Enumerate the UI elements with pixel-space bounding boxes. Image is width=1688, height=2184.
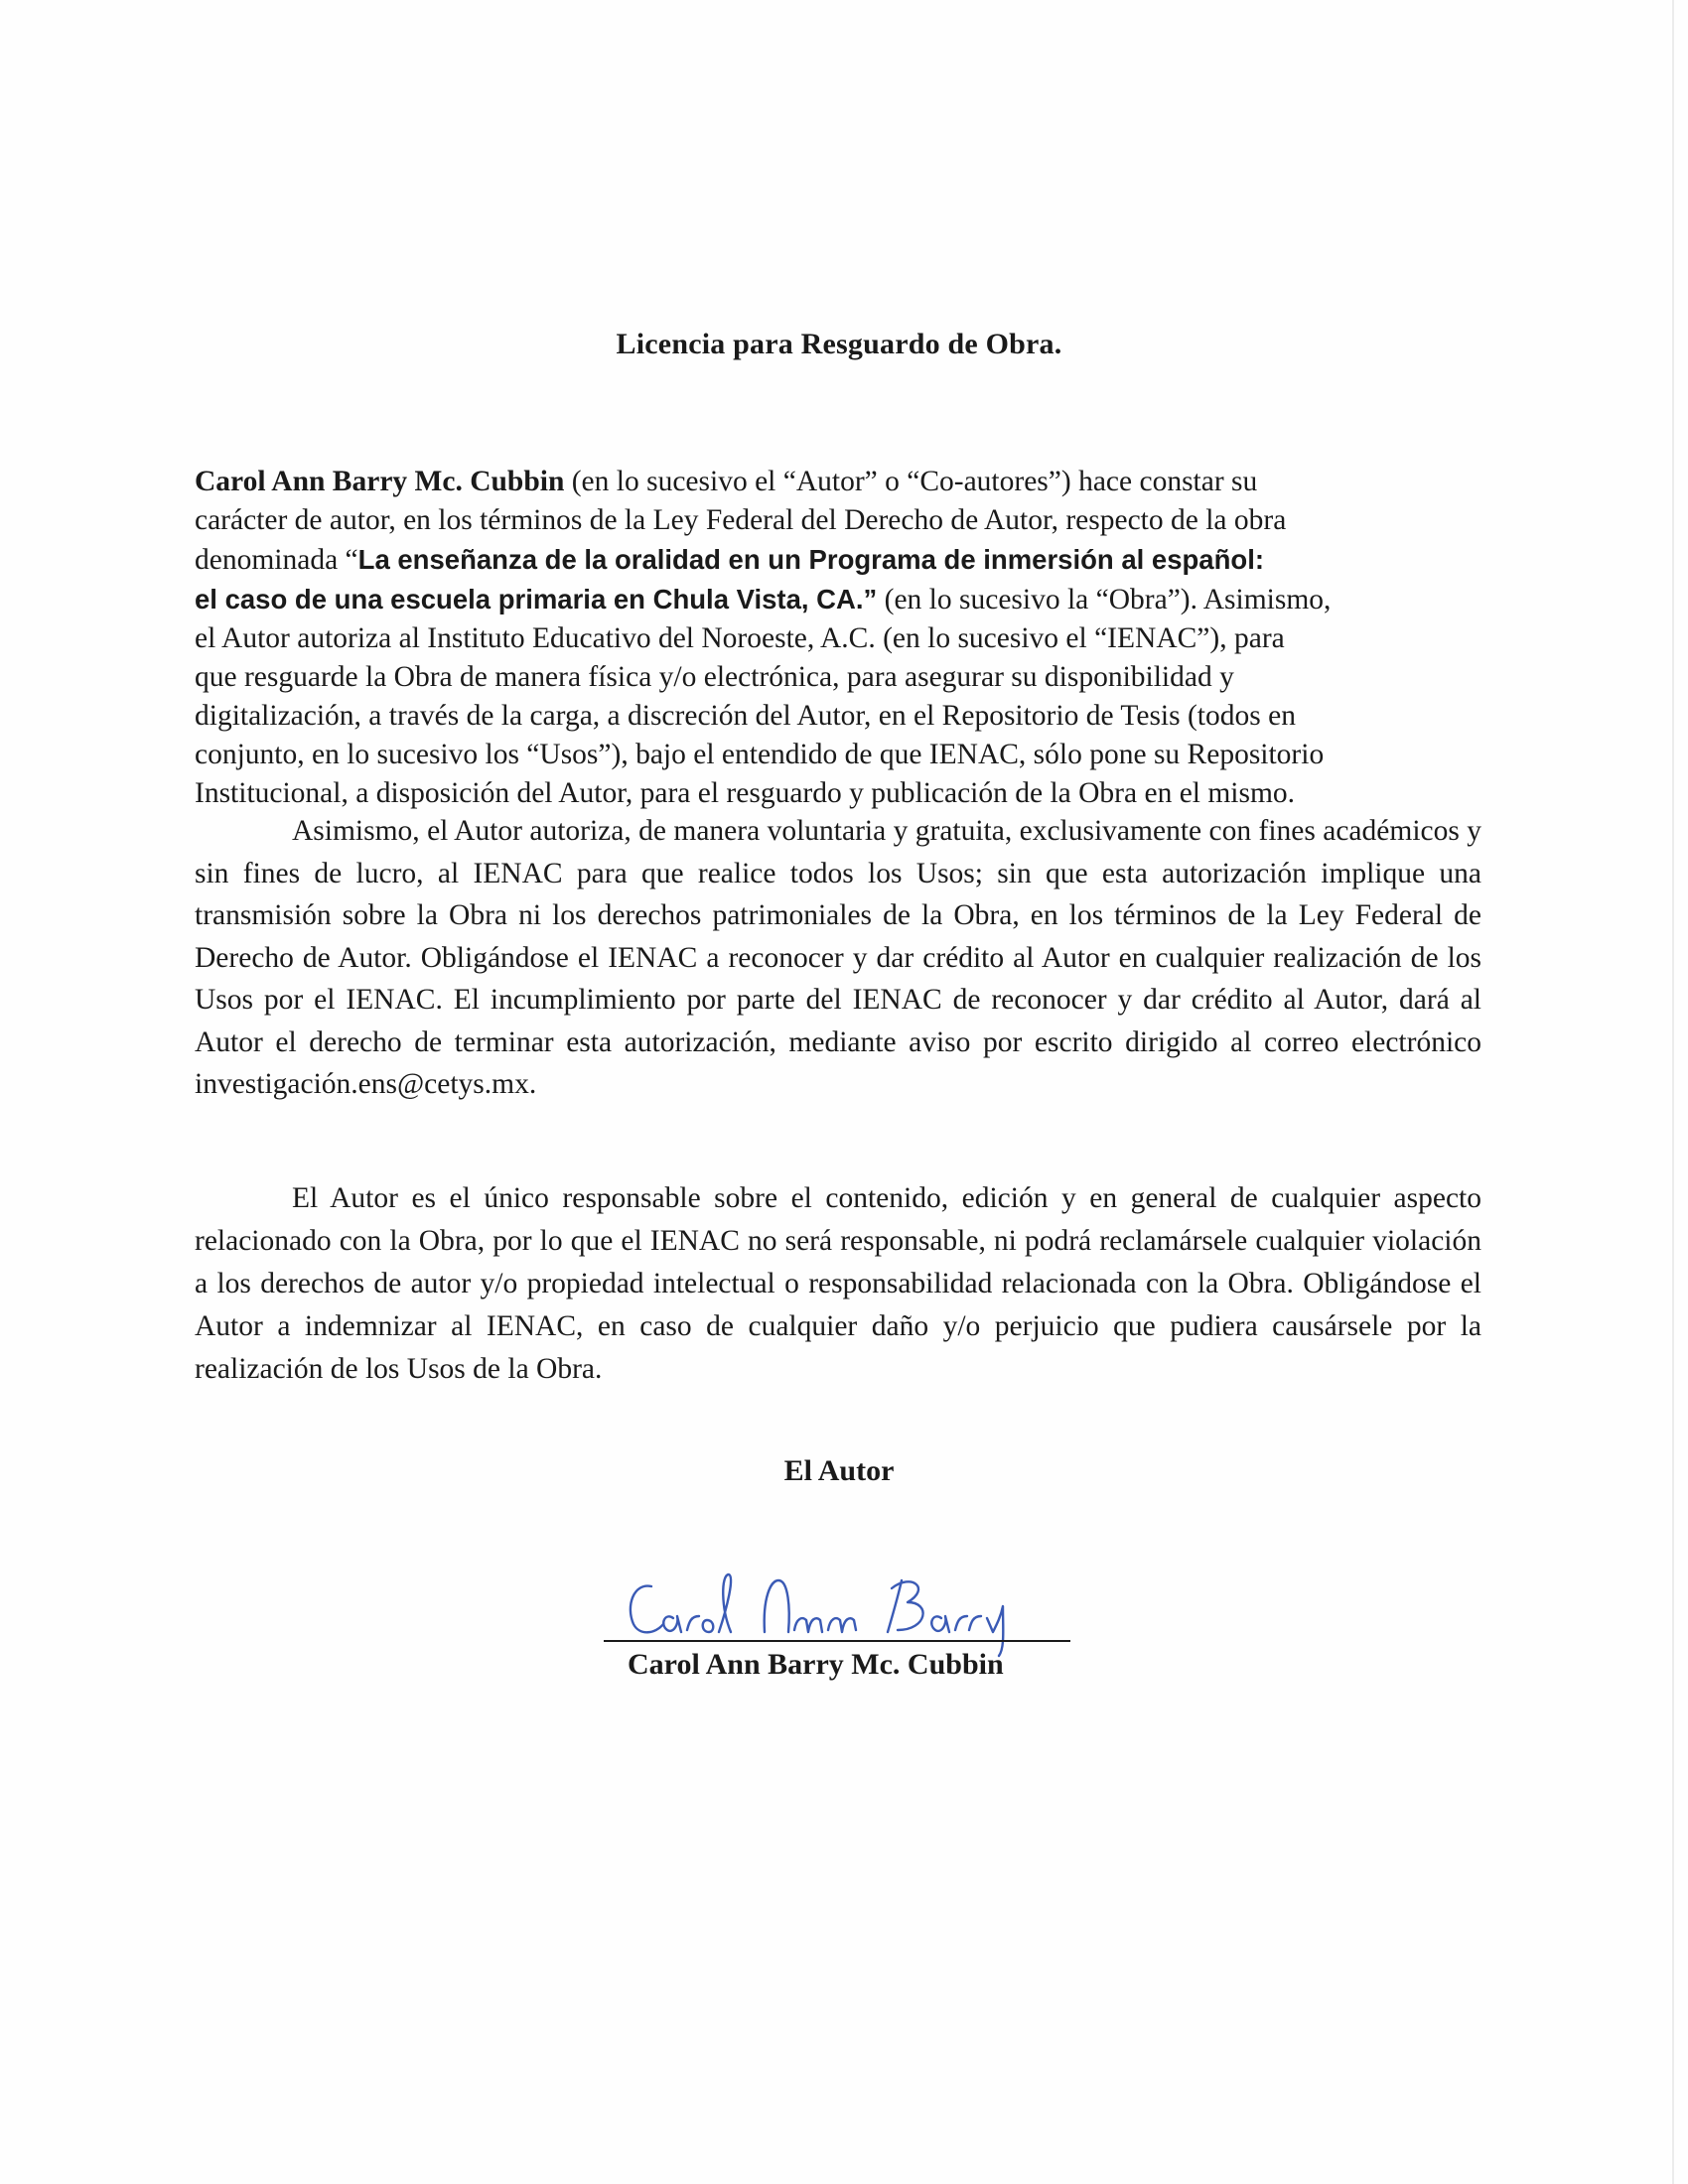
work-title-line2: el caso de una escuela primaria en Chula Vista, CA.” [195, 584, 878, 614]
paragraph1-line3 [195, 540, 1481, 580]
paragraph1-line4-text: (en lo sucesivo la “Obra”). Asimismo, [877, 584, 1332, 615]
paragraph1-line1-text: (en lo sucesivo el “Autor” o “Co-autores”) hace constar su [564, 466, 1258, 497]
work-title-line1: La enseñanza de la oralidad en un Programa de inmersión al español: [357, 544, 1264, 575]
author-name-inline: Carol Ann Barry Mc. Cubbin [195, 466, 565, 497]
handwritten-signature [604, 1559, 1070, 1658]
paragraph1-line8: conjunto, en lo sucesivo los “Usos”), bajo el entendido de que IENAC, sólo pone su Repositorio [195, 739, 1325, 770]
paragraph-authorization: Asimismo, el Autor autoriza, de manera voluntaria y gratuita, exclusivamente con fines académicos y sin fines de lucro, al IENAC para que realice todos los Usos; sin que esta autorización implique una transmisión sobre la Obra ni los derechos patrimoniales de la Obra, en los términos de la Ley Federal de Derecho de Autor. Obligándose el IENAC a reconocer y dar crédito al Autor en cualquier realización de los Usos por el IENAC. El incumplimiento por parte del IENAC de reconocer y dar crédito al Autor, dará al Autor el derecho de terminar esta autorización, mediante aviso por escrito dirigido al correo electrónico investigación.ens@cetys.mx. [195, 815, 1481, 1100]
paragraph-responsibility: El Autor es el único responsable sobre el contenido, edición y en general de cualquier aspecto relacionado con la Obra, por lo que el IENAC no será responsable, ni podrá reclamársele cualquier violación a los derechos de autor y/o propiedad intelectual o responsabilidad relacionada con la Obra. Obligándose el Autor a indemnizar al IENAC, en caso de cualquier daño y/o perjuicio que pudiera causársele por la realización de los Usos de la Obra. [195, 1182, 1481, 1385]
paragraph1-line4 [195, 580, 1481, 619]
paragraph1-line6: que resguarde la Obra de manera física y/o electrónica, para asegurar su disponibilidad y [195, 661, 1234, 693]
signature-printed-name: Carol Ann Barry Mc. Cubbin [628, 1648, 1004, 1681]
paragraph1-line1 [195, 463, 1481, 501]
signature-line [604, 1640, 1070, 1642]
signature-block [604, 1559, 1070, 1698]
paragraph1-line9: Institucional, a disposición del Autor, para el resguardo y publicación de la Obra en el mismo. [195, 777, 1296, 809]
paragraph-license-grant [195, 463, 1481, 813]
document-title: Licencia para Resguardo de Obra. [616, 328, 1062, 360]
paragraph1-line5: el Autor autoriza al Instituto Educativo del Noroeste, A.C. (en lo sucesivo el “IENAC”), para [195, 622, 1285, 654]
paragraph1-line3-text: denominada “ [195, 544, 358, 576]
paragraph1-line2: carácter de autor, en los términos de la Ley Federal del Derecho de Autor, respecto de la obra [195, 504, 1287, 536]
signature-heading: El Autor [783, 1454, 895, 1487]
paragraph1-line7: digitalización, a través de la carga, a discreción del Autor, en el Repositorio de Tesis (todos en [195, 700, 1296, 732]
